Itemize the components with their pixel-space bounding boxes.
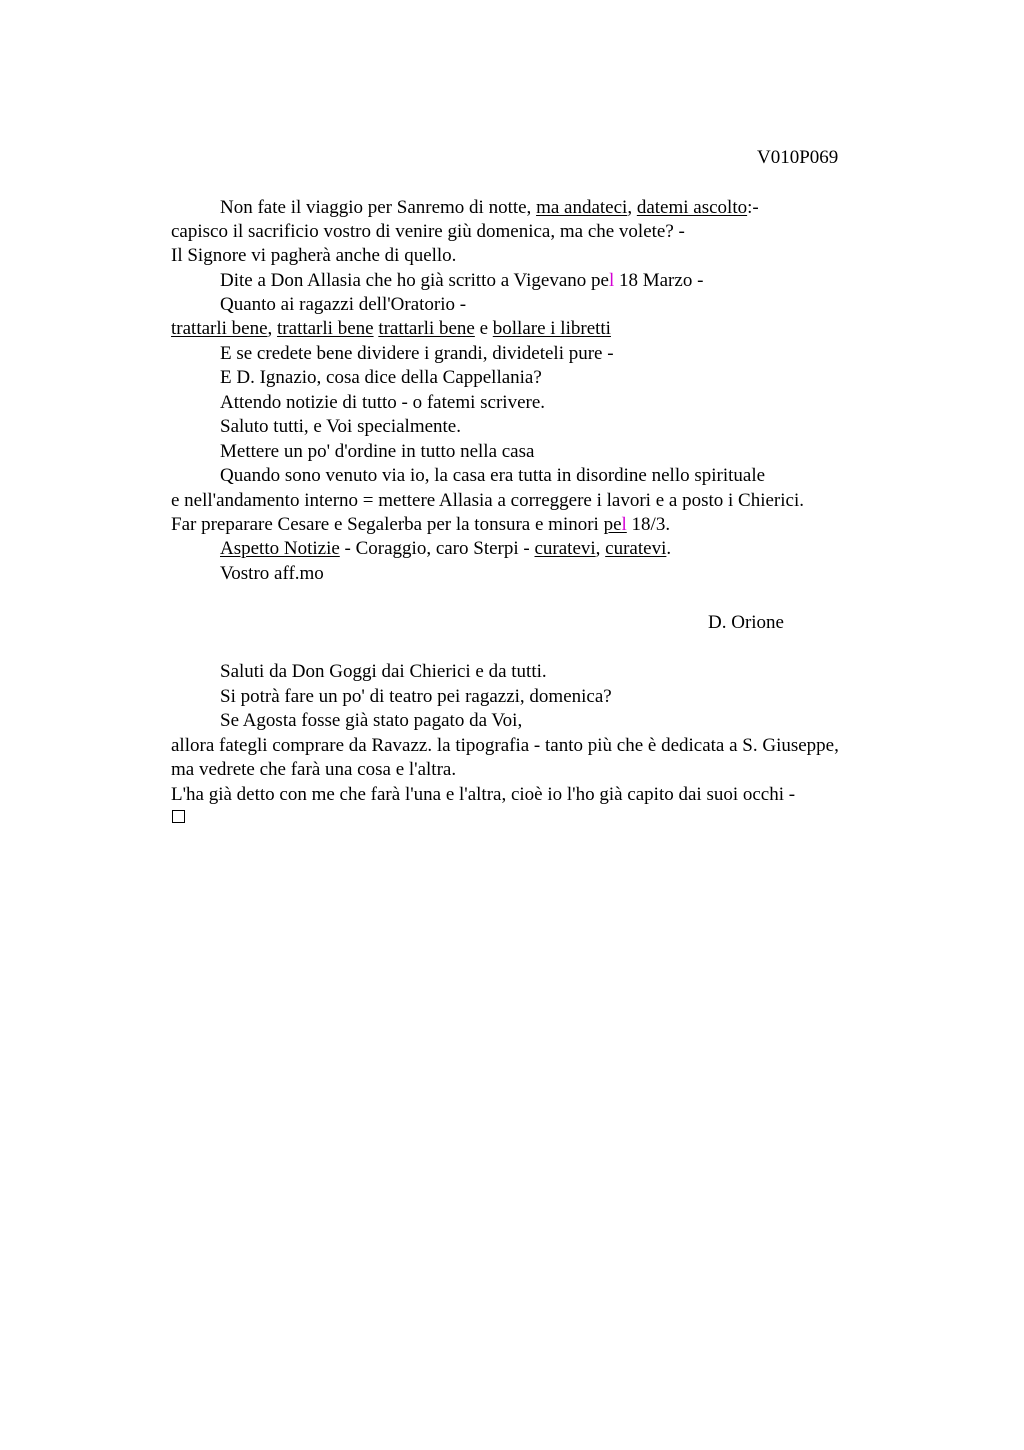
empty-box-symbol <box>172 810 185 823</box>
postscript-line-3: Se Agosta fosse già stato pagato da Voi, <box>220 710 523 731</box>
letter-line-9: Attendo notizie di tutto - o fatemi scrivere. <box>220 392 546 413</box>
letter-line-4 <box>220 269 703 293</box>
letter-line-14 <box>171 513 670 537</box>
text-segment: :- <box>747 197 759 218</box>
letter-line-1 <box>220 196 759 220</box>
letter-line-12: Quando sono venuto via io, la casa era tutta in disordine nello spirituale <box>220 465 766 486</box>
underlined-text: ma andateci <box>536 197 628 218</box>
letter-line-13: e nell'andamento interno = mettere Allasia a correggere i lavori e a posto i Chierici. <box>171 490 804 511</box>
text-segment: , <box>267 318 278 339</box>
underlined-text: curatevi <box>534 538 596 559</box>
text-segment: - Coraggio, caro Sterpi - <box>339 538 535 559</box>
text-segment: e <box>474 318 493 339</box>
underlined-text <box>604 514 627 535</box>
text-segment: , <box>595 538 606 559</box>
letter-line-10: Saluto tutti, e Voi specialmente. <box>220 416 461 437</box>
letter-line-11: Mettere un po' d'ordine in tutto nella casa <box>220 441 535 462</box>
postscript-line-5: ma vedrete che farà una cosa e l'altra. <box>171 759 457 780</box>
document-code: V010P069 <box>757 147 839 168</box>
highlighted-letter: l <box>621 514 627 535</box>
text-segment: 18/3. <box>626 514 671 535</box>
highlighted-letter: l <box>608 270 615 291</box>
letter-line-3: Il Signore vi pagherà anche di quello. <box>171 245 457 266</box>
underlined-text: trattarli bene <box>277 318 374 339</box>
underlined-text: Aspetto Notizie <box>220 538 340 559</box>
letter-line-2: capisco il sacrificio vostro di venire giù domenica, ma che volete? - <box>171 221 685 242</box>
letter-line-6 <box>171 317 611 341</box>
postscript-line-2: Si potrà fare un po' di teatro pei ragazzi, domenica? <box>220 686 612 707</box>
letter-line-5: Quanto ai ragazzi dell'Oratorio - <box>220 294 467 315</box>
text-segment: 18 Marzo - <box>614 270 704 291</box>
underlined-text: trattarli bene <box>378 318 475 339</box>
underlined-text: datemi ascolto <box>636 197 748 218</box>
signature: D. Orione <box>708 612 784 633</box>
underlined-text: trattarli bene <box>171 318 268 339</box>
underlined-text: bollare i libretti <box>492 318 611 339</box>
underlined-text: curatevi <box>605 538 667 559</box>
postscript-line-4: allora fategli comprare da Ravazz. la tipografia - tanto più che è dedicata a S. Giuseppe, <box>171 735 839 756</box>
postscript-line-1: Saluti da Don Goggi dai Chierici e da tutti. <box>220 661 547 682</box>
text-segment: Dite a Don Allasia che ho già scritto a Vigevano pe <box>220 270 609 291</box>
text-segment: Far preparare Cesare e Segalerba per la tonsura e minori <box>171 514 604 535</box>
letter-line-7: E se credete bene dividere i grandi, divideteli pure - <box>220 343 614 364</box>
letter-line-8: E D. Ignazio, cosa dice della Cappellania? <box>220 367 542 388</box>
text-segment: pe <box>603 514 622 535</box>
text-segment: , <box>627 197 637 218</box>
letter-line-15 <box>220 537 671 561</box>
text-segment: . <box>666 538 672 559</box>
postscript-line-6: L'ha già detto con me che farà l'una e l'altra, cioè io l'ho già capito dai suoi occhi - <box>171 784 796 805</box>
text-segment: Non fate il viaggio per Sanremo di notte, <box>220 197 537 218</box>
letter-closing: Vostro aff.mo <box>220 563 324 584</box>
